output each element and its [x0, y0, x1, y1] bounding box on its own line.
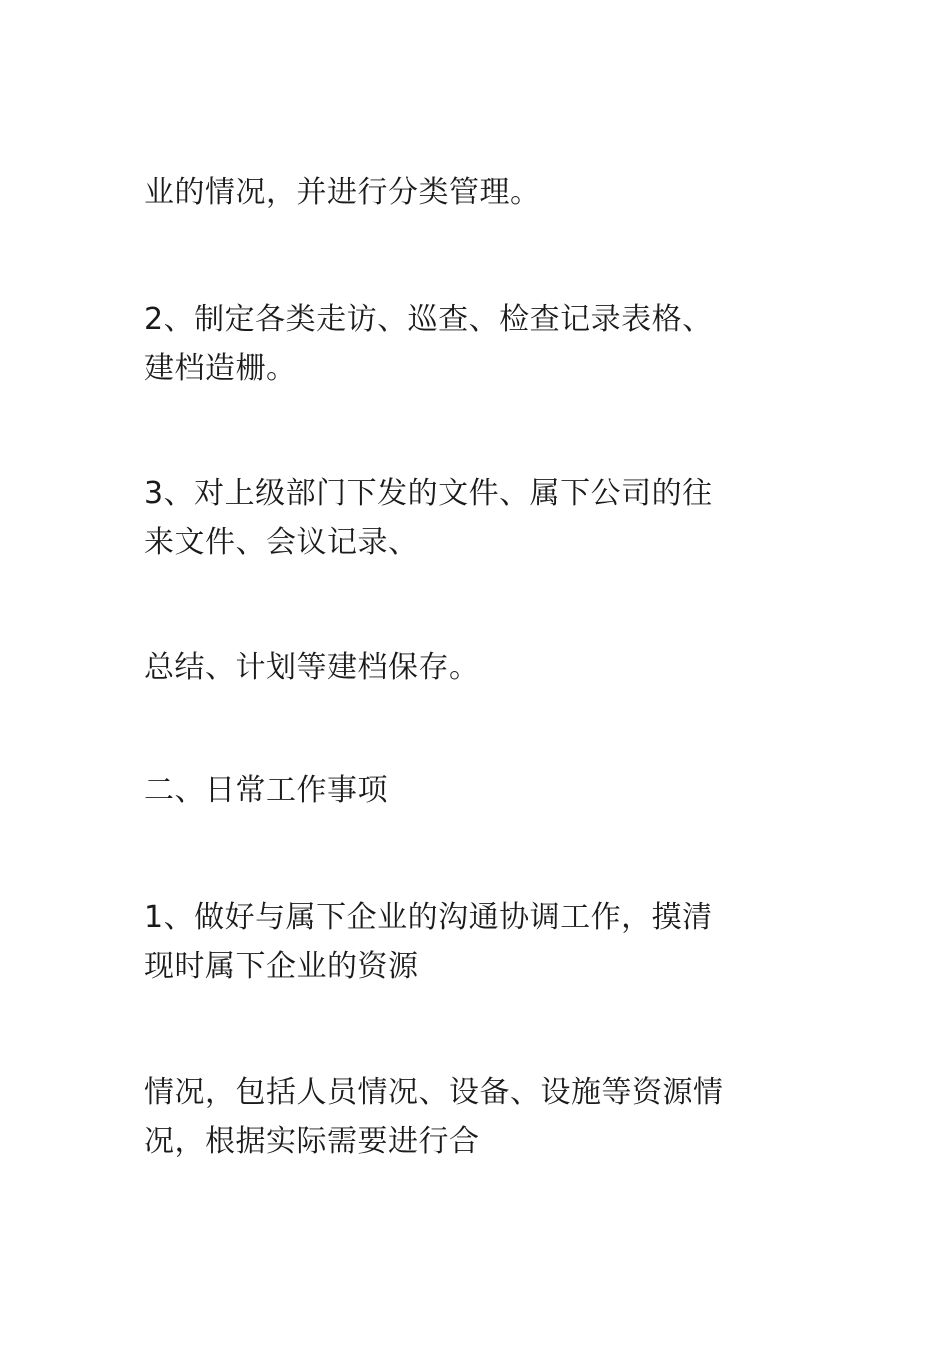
- paragraph-line: 1、做好与属下企业的沟通协调工作，摸清: [144, 900, 713, 935]
- paragraph-line: 况，根据实际需要进行合: [144, 1124, 480, 1159]
- section-heading-text: 二、日常工作事项: [144, 773, 388, 808]
- paragraph-line: 业的情况，并进行分类管理。: [144, 175, 541, 210]
- paragraph-line: 2、制定各类走访、巡查、检查记录表格、: [144, 302, 713, 337]
- paragraph-5: [144, 893, 784, 991]
- paragraph-4: [144, 643, 784, 692]
- paragraph-line: 来文件、会议记录、: [144, 525, 419, 560]
- paragraph-line: 总结、计划等建档保存。: [144, 650, 480, 685]
- section-heading: [144, 766, 784, 815]
- paragraph-line: 情况，包括人员情况、设备、设施等资源情: [144, 1075, 724, 1110]
- paragraph-line: 建档造栅。: [144, 351, 297, 386]
- paragraph-3: [144, 469, 784, 567]
- paragraph-1: [144, 168, 784, 217]
- paragraph-6: [144, 1068, 784, 1166]
- paragraph-2: [144, 295, 784, 393]
- paragraph-line: 3、对上级部门下发的文件、属下公司的往: [144, 476, 713, 511]
- paragraph-line: 现时属下企业的资源: [144, 949, 419, 984]
